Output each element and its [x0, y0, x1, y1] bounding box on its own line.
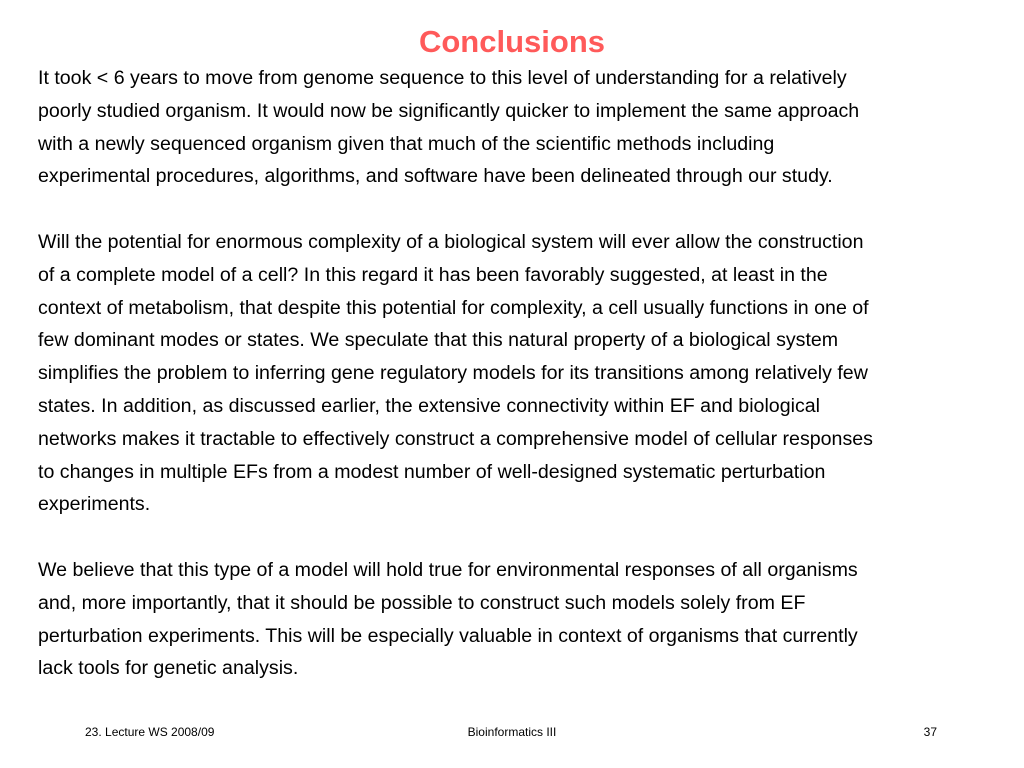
paragraph-line: It took < 6 years to move from genome sequence to this level of understanding for a relatively	[38, 67, 847, 89]
footer-course: Bioinformatics III	[467, 725, 557, 739]
paragraph-line: few dominant modes or states. We speculate that this natural property of a biological system	[38, 329, 839, 352]
paragraph-1	[38, 62, 1018, 193]
paragraph-line: poorly studied organism. It would now be significantly quicker to implement the same approach	[38, 99, 860, 122]
paragraph-line: to changes in multiple EFs from a modest number of well-designed systematic perturbation	[38, 460, 826, 483]
slide-title: Conclusions	[418, 24, 605, 59]
paragraph-line: states. In addition, as discussed earlier, the extensive connectivity within EF and biological	[38, 394, 820, 417]
paragraph-line: Will the potential for enormous complexity of a biological system will ever allow the construction	[38, 230, 864, 253]
paragraph-line: of a complete model of a cell? In this regard it has been favorably suggested, at least in the	[38, 263, 828, 286]
paragraph-line: experiments.	[38, 493, 151, 516]
paragraph-line: networks makes it tractable to effectively construct a comprehensive model of cellular responses	[38, 427, 873, 450]
paragraph-line: context of metabolism, that despite this potential for complexity, a cell usually functions in one of	[38, 296, 869, 319]
paragraph-3	[38, 554, 1018, 685]
paragraph-line: experimental procedures, algorithms, and software have been delineated through our study.	[38, 165, 833, 188]
paragraph-line: perturbation experiments. This will be especially valuable in context of organisms that currently	[38, 624, 858, 647]
slide-body	[38, 62, 1018, 718]
footer-lecture: 23. Lecture WS 2008/09	[85, 725, 215, 739]
paragraph-line: with a newly sequenced organism given that much of the scientific methods including	[38, 132, 775, 155]
paragraph-line: and, more importantly, that it should be possible to construct such models solely from EF	[38, 591, 806, 614]
footer-page-number: 37	[923, 725, 937, 739]
paragraph-line: simplifies the problem to inferring gene regulatory models for its transitions among relatively few	[38, 362, 868, 385]
paragraph-2	[38, 226, 1018, 521]
paragraph-line: We believe that this type of a model will hold true for environmental responses of all organisms	[38, 558, 858, 581]
paragraph-line: lack tools for genetic analysis.	[38, 657, 299, 680]
